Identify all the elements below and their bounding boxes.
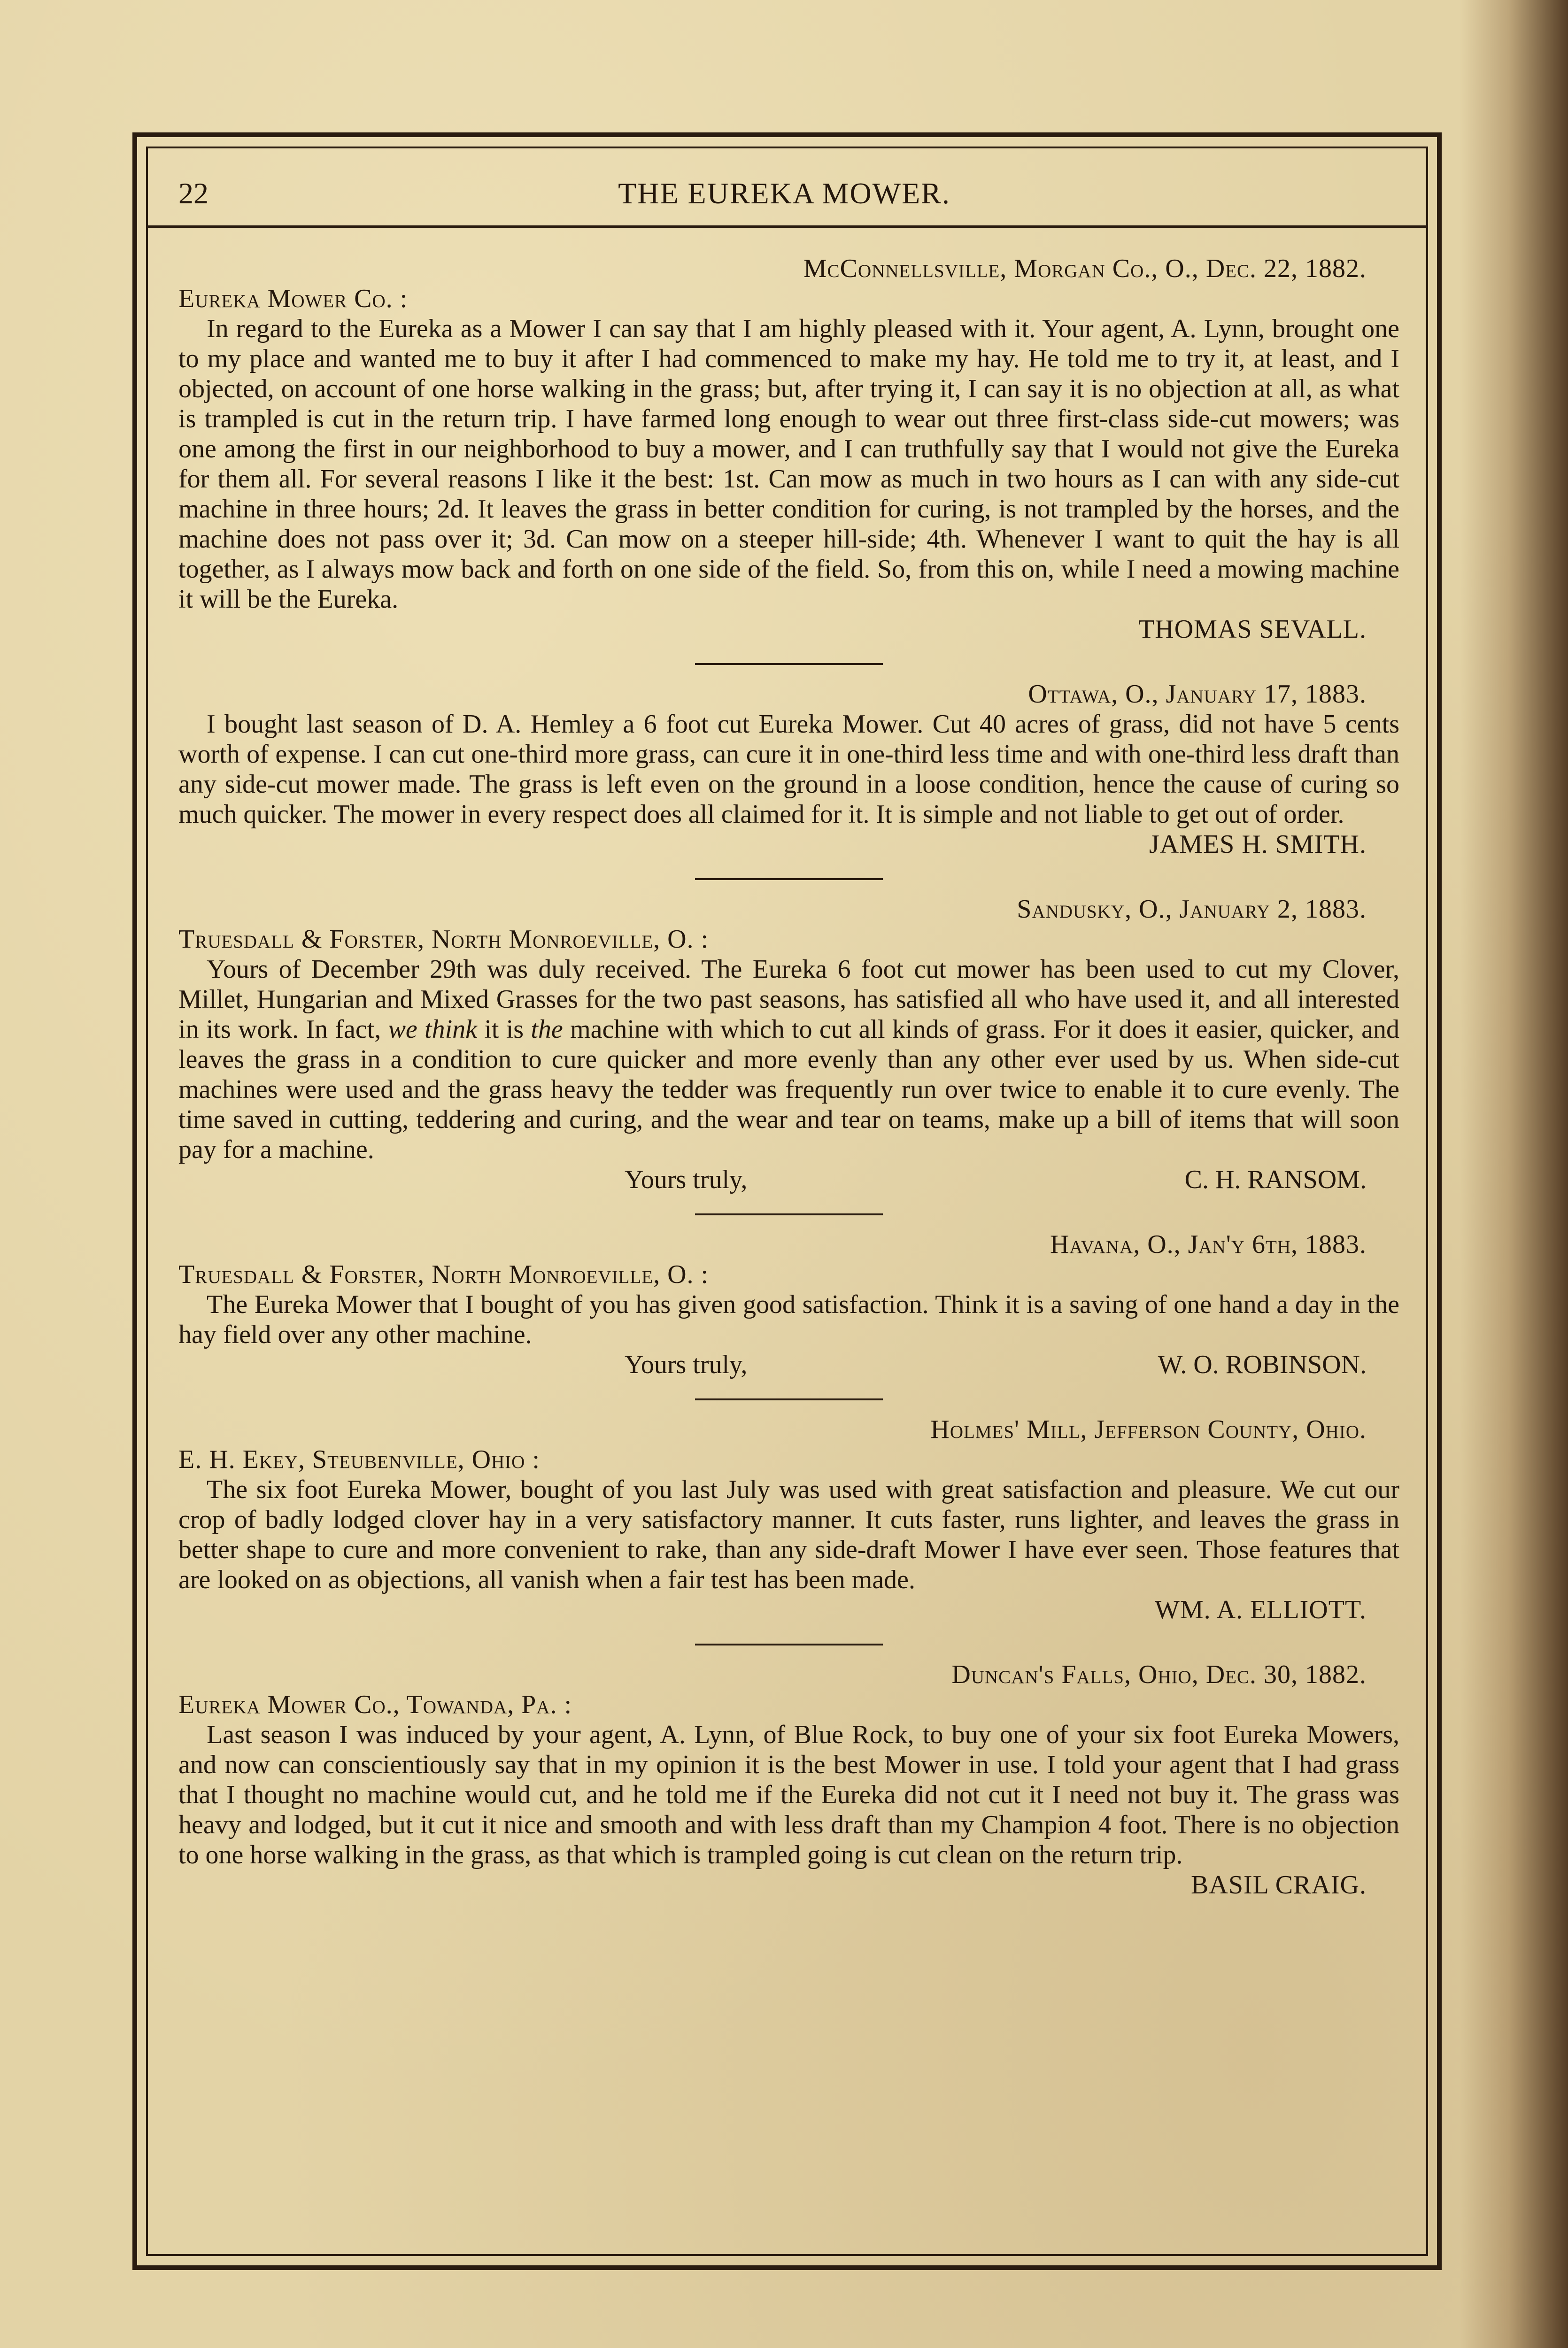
letter-signature: JAMES H. SMITH.: [1149, 830, 1367, 859]
letter-signature: WM. A. ELLIOTT.: [1155, 1595, 1367, 1624]
letter-body-italic: the: [531, 1015, 563, 1044]
letter-body: Last season I was induced by your agent, A. Lynn, of Blue Rock, to buy one of your six foot Eureka Mowers, and now can conscientiously say that in my opinion it is the best Mower in use. I told your agent that I had grass that I thought no machine would cut, and he told me if the Eureka did not cut it I need not buy it. The grass was heavy and lodged, but it cut it nice and smooth and with less draft than my Champion 4 foot. There is no objection to one horse walking in the grass, as that which is trampled going is cut clean on the return trip.: [178, 1720, 1399, 1869]
page-number: 22: [178, 177, 209, 210]
letter-dateline: Sandusky, O., January 2, 1883.: [1017, 895, 1367, 924]
letter-body: The six foot Eureka Mower, bought of you last July was used with great satisfaction and pleasure. We cut our crop of badly lodged clover hay in a very satisfactory manner. It cuts faster, runs lighter, and leaves the grass in better shape to cure and more convenient to rake, than any side-draft Mower I have ever seen. Those features that are looked on as objections, all vanish when a fair test has been made.: [178, 1475, 1399, 1594]
letter-dateline: McConnellsville, Morgan Co., O., Dec. 22, 1882.: [803, 254, 1367, 283]
letter-craig: [178, 1660, 1399, 1900]
letter-body-italic: we think: [388, 1015, 478, 1044]
letter-signature: W. O. ROBINSON.: [1158, 1350, 1367, 1379]
letter-ransom: [178, 894, 1399, 1195]
header-rule: [146, 225, 1428, 228]
letter-elliott: [178, 1414, 1399, 1625]
letter-salutation: Eureka Mower Co., Towanda, Pa. :: [178, 1690, 572, 1719]
page-edge-shadow: [1460, 0, 1568, 2348]
letter-body-part: machine with which to cut all kinds of grass. For it does it easier, quicker, and leaves the grass in a condition to cure quicker and more evenly than any other ever used by us. When side-cut machines were used and the grass heavy the tedder was frequently run over twice to enable it to cure evenly. The time saved in cutting, teddering and curing, and the wear and tear on teams, make up a bill of items that will soon pay for a machine.: [178, 1015, 1400, 1164]
letter-closing: Yours truly,: [625, 1165, 748, 1194]
letter-closing-line: [178, 1350, 1399, 1380]
letter-body: The Eureka Mower that I bought of you has given good satisfaction. Think it is a saving of one hand a day in the hay field over any other machine.: [178, 1290, 1399, 1349]
testimonial-letters: [178, 254, 1399, 1900]
letter-signature: C. H. RANSOM.: [1184, 1165, 1367, 1194]
letter-robinson: [178, 1229, 1399, 1380]
letter-body: In regard to the Eureka as a Mower I can say that I am highly pleased with it. Your agent, A. Lynn, brought one to my place and wanted me to buy it after I had commenced to make my hay. He told me to try it, at least, and I objected, on account of one horse walking in the grass; but, after trying it, I can say it is no objection at all, as what is trampled is cut in the return trip. I have farmed long enough to wear out three first-class side-cut mowers; was one among the first in our neighborhood to buy a mower, and I can truthfully say that I would not give the Eureka for them all. For several reasons I like it the best: 1st. Can mow as much in two hours as I can with any side-cut machine in three hours; 2d. It leaves the grass in better condition for curing, is not trampled by the horses, and the machine does not pass over it; 3d. Can mow on a steeper hill-side; 4th. Whenever I want to quit the hay is all together, as I always mow back and forth on one side of the field. So, from this on, while I need a mowing machine it will be the Eureka.: [178, 314, 1399, 614]
letter-salutation: Eureka Mower Co. :: [178, 284, 408, 313]
letter-smith: [178, 679, 1399, 859]
letter-salutation: Truesdall & Forster, North Monroeville, O. :: [178, 1260, 709, 1289]
letter-closing-line: [178, 1165, 1399, 1195]
letter-salutation: E. H. Ekey, Steubenville, Ohio :: [178, 1445, 540, 1474]
letter-dateline: Holmes' Mill, Jefferson County, Ohio.: [930, 1415, 1367, 1444]
letter-separator: [695, 878, 883, 880]
letter-dateline: Ottawa, O., January 17, 1883.: [1028, 680, 1367, 709]
letter-body: [178, 954, 1399, 1165]
letter-separator: [695, 663, 883, 665]
letter-sevall: [178, 254, 1399, 644]
letter-dateline: Havana, O., Jan'y 6th, 1883.: [1050, 1230, 1367, 1259]
letter-signature: THOMAS SEVALL.: [1138, 615, 1367, 644]
letter-signature: BASIL CRAIG.: [1191, 1870, 1367, 1900]
letter-separator: [695, 1213, 883, 1215]
letter-body-part: Yours of December 29th was duly received. The Eureka 6 foot cut mower has been used to cut my Clover, Millet, Hungarian and Mixed Grasses for the two past seasons, has satisfied all who have used it, and all interested in its work. In fact,: [178, 955, 1399, 1044]
letter-body: I bought last season of D. A. Hemley a 6 foot cut Eureka Mower. Cut 40 acres of grass, did not have 5 cents worth of expense. I can cut one-third more grass, can cure it in one-third less time and with one-third less draft than any side-cut mower made. The grass is left even on the ground in a loose condition, hence the cause of curing so much quicker. The mower in every respect does all claimed for it. It is simple and not liable to get out of order.: [178, 710, 1399, 829]
letter-closing: Yours truly,: [625, 1350, 748, 1379]
letter-salutation: Truesdall & Forster, North Monroeville, O. :: [178, 925, 709, 954]
page-header: [178, 171, 1390, 223]
letter-separator: [695, 1398, 883, 1400]
letter-dateline: Duncan's Falls, Ohio, Dec. 30, 1882.: [951, 1660, 1367, 1689]
letter-separator: [695, 1644, 883, 1645]
letter-body-part: it is: [477, 1015, 531, 1044]
running-title: THE EUREKA MOWER.: [618, 177, 950, 210]
